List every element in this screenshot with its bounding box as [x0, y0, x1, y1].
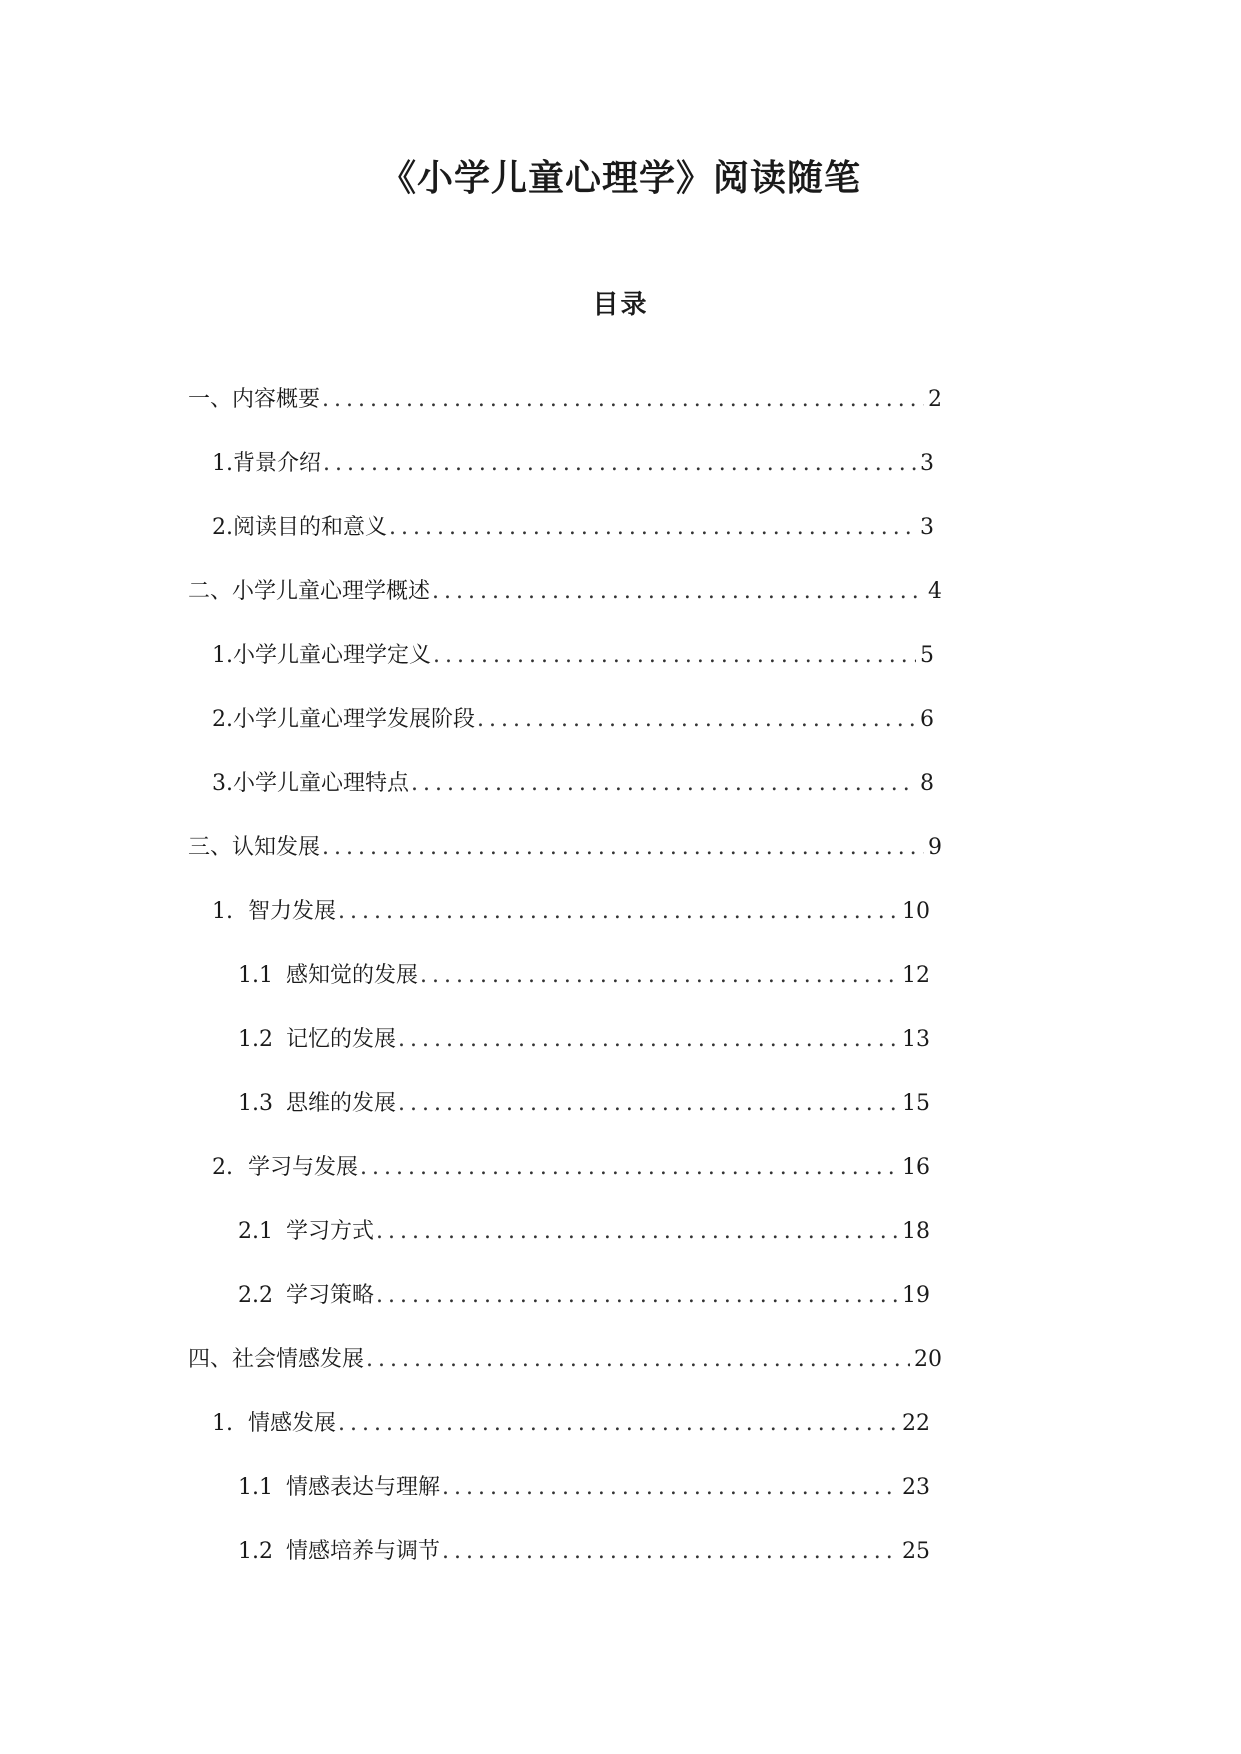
toc-page-number: 3 [920, 515, 934, 540]
toc-entry-number: 2.1 [238, 1219, 273, 1244]
toc-leader-dots [336, 899, 898, 924]
toc-entry-number: 1.1 [238, 1475, 273, 1500]
toc-entry-number: 1.2 [238, 1027, 273, 1052]
toc-leader-dots [320, 387, 924, 412]
toc-entry[interactable] [212, 894, 930, 928]
toc-entry[interactable] [238, 1278, 930, 1312]
toc-page-number: 16 [902, 1155, 930, 1180]
toc-page-number: 5 [920, 643, 934, 668]
toc-leader-dots [409, 771, 916, 796]
toc-entry-text: 感知觉的发展 [286, 963, 419, 988]
toc-page-number: 18 [902, 1219, 930, 1244]
toc-page-number: 12 [902, 963, 930, 988]
toc-entry[interactable] [238, 1086, 930, 1120]
toc-entry[interactable] [238, 1214, 930, 1248]
toc-entry-text: 四、社会情感发展 [188, 1347, 365, 1372]
toc-entry-text: 小学儿童心理学发展阶段 [233, 707, 476, 732]
toc-leader-dots [374, 1283, 898, 1308]
toc-entry-text: 背景介绍 [233, 451, 322, 476]
toc-page-number: 6 [920, 707, 934, 732]
toc-entry[interactable] [212, 766, 934, 800]
toc-entry-text: 学习与发展 [248, 1155, 359, 1180]
toc-entry-number: 1. [212, 451, 233, 476]
document-title: 《小学儿童心理学》阅读随笔 [379, 157, 861, 199]
toc-entry-text: 智力发展 [248, 899, 337, 924]
toc-entry-number: 1. [212, 643, 233, 668]
toc-entry-number: 2. [212, 515, 233, 540]
toc-entry-text: 小学儿童心理学定义 [233, 643, 432, 668]
toc-entry-number: 2.2 [238, 1283, 273, 1308]
toc-entry[interactable] [238, 1470, 930, 1504]
toc-entry-number: 2. [212, 707, 233, 732]
toc-entry-number: 1.1 [238, 963, 273, 988]
toc-page-number: 4 [928, 579, 942, 604]
toc-entry[interactable] [188, 382, 942, 416]
toc-entry[interactable] [188, 1342, 942, 1376]
toc-entry-text: 情感发展 [248, 1411, 337, 1436]
toc-leader-dots [440, 1475, 898, 1500]
toc-leader-dots [431, 643, 916, 668]
toc-leader-dots [358, 1155, 898, 1180]
toc-page-number: 19 [902, 1283, 930, 1308]
toc-page-number: 15 [902, 1091, 930, 1116]
toc-entry-number: 1.2 [238, 1539, 273, 1564]
toc-page-number: 3 [920, 451, 934, 476]
toc-leader-dots [440, 1539, 898, 1564]
toc-page-number: 9 [928, 835, 942, 860]
toc-entry-number: 2. [212, 1155, 233, 1180]
toc-page-number: 20 [914, 1347, 942, 1372]
toc-entry-text: 学习策略 [286, 1283, 375, 1308]
toc-entry-number: 3. [212, 771, 233, 796]
toc-leader-dots [364, 1347, 910, 1372]
toc-leader-dots [430, 579, 924, 604]
toc-entry-text: 学习方式 [286, 1219, 375, 1244]
toc-entry[interactable] [212, 1406, 930, 1440]
toc-entry[interactable] [238, 1534, 930, 1568]
toc-entry-text: 三、认知发展 [188, 835, 321, 860]
toc-page-number: 25 [902, 1539, 930, 1564]
toc-entry[interactable] [238, 958, 930, 992]
toc-entry-text: 记忆的发展 [286, 1027, 397, 1052]
toc-entry[interactable] [188, 574, 942, 608]
toc-entry-text: 二、小学儿童心理学概述 [188, 579, 431, 604]
toc-entry-text: 情感表达与理解 [286, 1475, 441, 1500]
toc-entry-number: 1.3 [238, 1091, 273, 1116]
toc-entry[interactable] [212, 702, 934, 736]
toc-page-number: 10 [902, 899, 930, 924]
toc-leader-dots [387, 515, 916, 540]
toc-page-number: 23 [902, 1475, 930, 1500]
toc-entry-number: 1. [212, 1411, 233, 1436]
toc-entry-text: 阅读目的和意义 [233, 515, 388, 540]
toc-entry[interactable] [212, 510, 934, 544]
toc-entry-text: 思维的发展 [286, 1091, 397, 1116]
toc-leader-dots [321, 451, 916, 476]
toc-entry[interactable] [238, 1022, 930, 1056]
toc-leader-dots [374, 1219, 898, 1244]
toc-leader-dots [396, 1091, 898, 1116]
toc-heading: 目录 [592, 290, 649, 320]
toc-leader-dots [475, 707, 916, 732]
toc-entry-number: 1. [212, 899, 233, 924]
toc-leader-dots [336, 1411, 898, 1436]
toc-leader-dots [320, 835, 924, 860]
toc-leader-dots [396, 1027, 898, 1052]
toc-entry[interactable] [212, 638, 934, 672]
toc-entry[interactable] [212, 446, 934, 480]
toc-page-number: 13 [902, 1027, 930, 1052]
toc-entry-text: 小学儿童心理特点 [233, 771, 410, 796]
toc-leader-dots [418, 963, 898, 988]
toc-entry[interactable] [212, 1150, 930, 1184]
toc-page-number: 2 [928, 387, 942, 412]
toc-page-number: 22 [902, 1411, 930, 1436]
toc-entry[interactable] [188, 830, 942, 864]
toc-entry-text: 一、内容概要 [188, 387, 321, 412]
toc-entry-text: 情感培养与调节 [286, 1539, 441, 1564]
toc-page-number: 8 [920, 771, 934, 796]
